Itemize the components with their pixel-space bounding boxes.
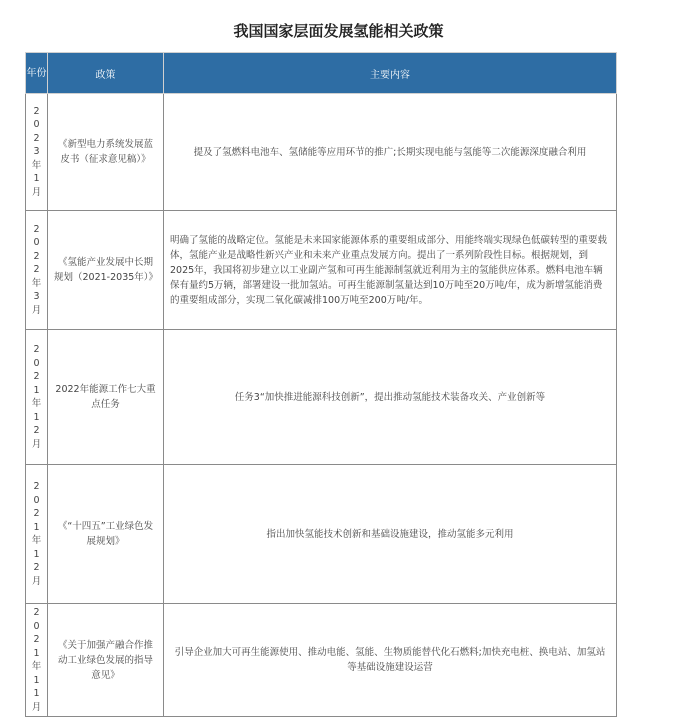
row-content: 任务3“加快推进能源科技创新”，提出推动氢能技术装备攻关、产业创新等: [164, 330, 617, 465]
row-content: 指出加快氢能技术创新和基础设施建设，推动氢能多元利用: [164, 465, 617, 604]
row-year: 2023年1月: [26, 94, 48, 211]
row-content: 明确了氢能的战略定位。氢能是未来国家能源体系的重要组成部分、用能终端实现绿色低碳转型的重要载体，氢能产业是战略性新兴产业和未来产业重点发展方向。提出了一系列阶段性目标。根据规划，到2025年，我国将初步建立以工业副产氢和可再生能源制氢就近利用为主的氢能供应体系。燃料电池车辆保有量约5万辆，部署建设一批加氢站。可再生能源制氢量达到10万吨至20万吨/年，成为新增氢能消费的重要组成部分，实现二氧化碳减排100万吨至200万吨/年。: [164, 211, 617, 330]
table-row: [26, 94, 617, 211]
table-row: [26, 330, 617, 465]
table-header-row: [26, 53, 617, 94]
row-content: 引导企业加大可再生能源使用、推动电能、氢能、生物质能替代化石燃料;加快充电桩、换电站、加氢站等基础设施建设运营: [164, 604, 617, 717]
row-year: 2021年12月: [26, 465, 48, 604]
header-policy: 政策: [48, 53, 164, 94]
row-policy: 《关于加强产融合作推动工业绿色发展的指导意见》: [48, 604, 164, 717]
header-year: 年份: [26, 53, 48, 94]
row-policy: 《氢能产业发展中长期规划（2021-2035年）》: [48, 211, 164, 330]
row-policy: 《“十四五”工业绿色发展规划》: [48, 465, 164, 604]
row-policy: 《新型电力系统发展蓝皮书（征求意见稿）》: [48, 94, 164, 211]
header-content: 主要内容: [164, 53, 617, 94]
row-policy: 2022年能源工作七大重点任务: [48, 330, 164, 465]
row-year: 2021年12月: [26, 330, 48, 465]
table-row: [26, 211, 617, 330]
table-row: [26, 604, 617, 717]
row-year: 2021年11月: [26, 604, 48, 717]
table-row: [26, 465, 617, 604]
policy-table: [25, 52, 617, 717]
row-content: 提及了氢燃料电池车、氢储能等应用环节的推广;长期实现电能与氢能等二次能源深度融合利用: [164, 94, 617, 211]
row-year: 2022年3月: [26, 211, 48, 330]
page-title: 我国国家层面发展氢能相关政策: [233, 22, 444, 40]
